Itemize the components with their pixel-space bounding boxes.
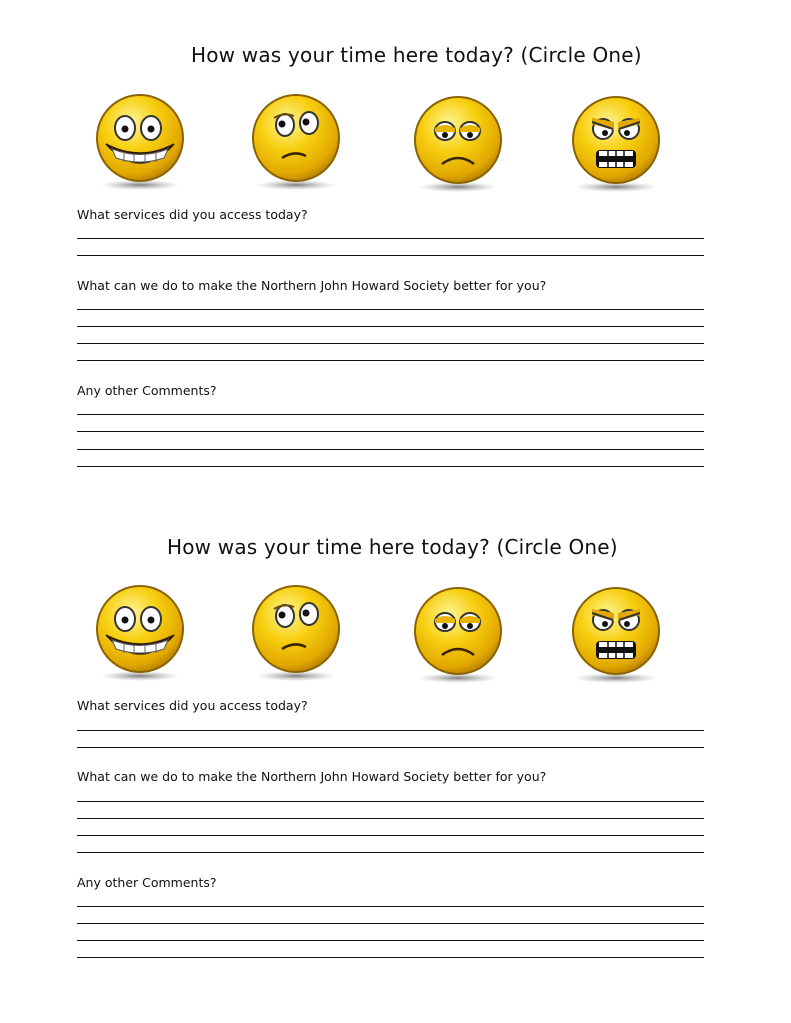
question-services: What services did you access today? bbox=[77, 698, 308, 713]
question-comments: Any other Comments? bbox=[77, 875, 217, 890]
sad-smiley-icon[interactable] bbox=[408, 94, 508, 194]
answer-line[interactable] bbox=[77, 906, 704, 907]
form-title: How was your time here today? (Circle One) bbox=[167, 535, 618, 559]
happy-smiley-icon[interactable] bbox=[90, 92, 190, 192]
answer-line[interactable] bbox=[77, 852, 704, 853]
answer-line[interactable] bbox=[77, 818, 704, 819]
unsure-smiley-icon[interactable] bbox=[246, 92, 346, 192]
answer-line[interactable] bbox=[77, 326, 704, 327]
answer-line[interactable] bbox=[77, 431, 704, 432]
answer-line[interactable] bbox=[77, 747, 704, 748]
sad-smiley-icon[interactable] bbox=[408, 585, 508, 685]
question-improve: What can we do to make the Northern John Howard Society better for you? bbox=[77, 278, 547, 293]
unsure-smiley-icon[interactable] bbox=[246, 583, 346, 683]
question-improve: What can we do to make the Northern John Howard Society better for you? bbox=[77, 769, 547, 784]
answer-line[interactable] bbox=[77, 801, 704, 802]
question-comments: Any other Comments? bbox=[77, 383, 217, 398]
answer-line[interactable] bbox=[77, 238, 704, 239]
angry-smiley-icon[interactable] bbox=[566, 585, 666, 685]
answer-line[interactable] bbox=[77, 309, 704, 310]
answer-line[interactable] bbox=[77, 414, 704, 415]
answer-line[interactable] bbox=[77, 343, 704, 344]
answer-line[interactable] bbox=[77, 923, 704, 924]
happy-smiley-icon[interactable] bbox=[90, 583, 190, 683]
answer-line[interactable] bbox=[77, 957, 704, 958]
answer-line[interactable] bbox=[77, 835, 704, 836]
form-title: How was your time here today? (Circle One) bbox=[191, 43, 642, 67]
angry-smiley-icon[interactable] bbox=[566, 94, 666, 194]
answer-line[interactable] bbox=[77, 360, 704, 361]
answer-line[interactable] bbox=[77, 466, 704, 467]
answer-line[interactable] bbox=[77, 255, 704, 256]
question-services: What services did you access today? bbox=[77, 207, 308, 222]
answer-line[interactable] bbox=[77, 730, 704, 731]
answer-line[interactable] bbox=[77, 449, 704, 450]
answer-line[interactable] bbox=[77, 940, 704, 941]
